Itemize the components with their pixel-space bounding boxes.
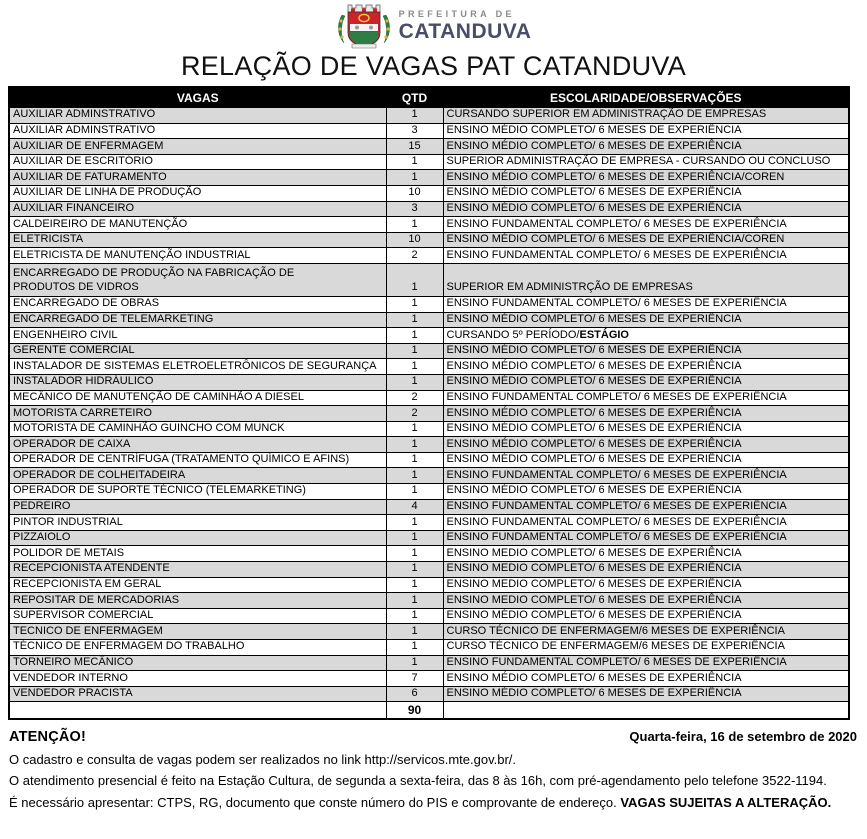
vaga-cell: OPERADOR DE SUPORTE TÉCNICO (TELEMARKETING): [9, 484, 386, 500]
column-header-escolaridade: ESCOLARIDADE/OBSERVAÇÕES: [443, 87, 849, 108]
vaga-cell: MECÂNICO DE MANUTENÇÃO DE CAMINHÃO A DIESEL: [9, 390, 386, 406]
qtd-cell: 1: [386, 640, 443, 656]
qtd-cell: 10: [386, 232, 443, 248]
qtd-cell: 4: [386, 499, 443, 515]
escolaridade-cell: ENSINO FUNDAMENTAL COMPLETO/ 6 MESES DE EXPERIÊNCIA: [443, 390, 849, 406]
escolaridade-cell: ENSINO MÉDIO COMPLETO/ 6 MESES DE EXPERIÊNCIA: [443, 359, 849, 375]
table-row: [9, 484, 849, 500]
escolaridade-cell: ENSINO MEDIO COMPLETO/ 6 MESES DE EXPERIÊNCIA: [443, 593, 849, 609]
qtd-cell: 1: [386, 263, 443, 296]
total-empty-cell: [443, 702, 849, 720]
table-body: [9, 108, 849, 720]
table-row: [9, 232, 849, 248]
table-row: [9, 248, 849, 264]
escolaridade-cell: CURSANDO SUPERIOR EM ADMINISTRAÇÃO DE EMPRESAS: [443, 108, 849, 124]
qtd-cell: 2: [386, 406, 443, 422]
vaga-cell: TORNEIRO MECÂNICO: [9, 655, 386, 671]
escolaridade-cell: ENSINO MÉDIO COMPLETO/ 6 MESES DE EXPERIÊNCIA: [443, 608, 849, 624]
escolaridade-cell: ENSINO FUNDAMENTAL COMPLETO/ 6 MESES DE EXPERIÊNCIA: [443, 515, 849, 531]
table-row: [9, 546, 849, 562]
vaga-cell: SUPERVISOR COMERCIAL: [9, 608, 386, 624]
qtd-cell: 1: [386, 515, 443, 531]
catanduva-coat-of-arms-icon: [336, 3, 392, 49]
vagas-sujeitas-warning: VAGAS SUJEITAS A ALTERAÇÃO.: [620, 794, 832, 810]
escolaridade-cell: ENSINO MÉDIO COMPLETO/ 6 MESES DE EXPERIÊNCIA: [443, 139, 849, 155]
escolaridade-cell: ENSINO MÉDIO COMPLETO/ 6 MESES DE EXPERIÊNCIA: [443, 201, 849, 217]
footer-note-documents: É necessário apresentar: CTPS, RG, documento que conste número do PIS e comprovante de endereço. VAGAS SUJEITAS A ALTERAÇÃO.: [9, 794, 832, 810]
qtd-cell: 2: [386, 248, 443, 264]
escolaridade-cell: CURSO TÉCNICO DE ENFERMAGEM/6 MESES DE EXPERIÊNCIA: [443, 624, 849, 640]
qtd-cell: 1: [386, 577, 443, 593]
escolaridade-cell: ENSINO FUNDAMENTAL COMPLETO/ 6 MESES DE EXPERIÊNCIA: [443, 296, 849, 312]
escolaridade-cell: ENSINO MÉDIO COMPLETO/ 6 MESES DE EXPERIÊNCIA: [443, 671, 849, 687]
table-row: [9, 671, 849, 687]
table-row: [9, 515, 849, 531]
table-row: [9, 406, 849, 422]
escolaridade-cell: SUPERIOR EM ADMINISTRÇÃO DE EMPRESAS: [443, 263, 849, 296]
vaga-cell: INSTALADOR HIDRÁULICO: [9, 374, 386, 390]
escolaridade-cell: ENSINO FUNDAMENTAL COMPLETO/ 6 MESES DE EXPERIÊNCIA: [443, 530, 849, 546]
table-row: [9, 296, 849, 312]
table-row: [9, 530, 849, 546]
vaga-cell: AUXILIAR ADMINSTRATIVO: [9, 108, 386, 124]
escolaridade-cell: ENSINO FUNDAMENTAL COMPLETO/ 6 MESES DE EXPERIÊNCIA: [443, 468, 849, 484]
table-row: [9, 499, 849, 515]
escolaridade-cell: ENSINO FUNDAMENTAL COMPLETO/ 6 MESES DE EXPERIÊNCIA: [443, 217, 849, 233]
total-qtd-cell: 90: [386, 702, 443, 720]
vacancies-table: [8, 86, 850, 720]
escolaridade-cell: SUPERIOR ADMINISTRAÇÃO DE EMPRESA - CURSANDO OU CONCLUSO: [443, 154, 849, 170]
table-row: [9, 343, 849, 359]
table-row: [9, 139, 849, 155]
vaga-cell: MOTORISTA CARRETEIRO: [9, 406, 386, 422]
vaga-cell: RECEPCIONISTA EM GERAL: [9, 577, 386, 593]
qtd-cell: 1: [386, 374, 443, 390]
vaga-cell: ELETRICISTA: [9, 232, 386, 248]
column-header-vagas: VAGAS: [9, 87, 386, 108]
escolaridade-cell: ENSINO MÉDIO COMPLETO/ 6 MESES DE EXPERIÊNCIA: [443, 686, 849, 702]
logo-catanduva-label: CATANDUVA: [398, 19, 532, 43]
escolaridade-cell: CURSO TÉCNICO DE ENFERMAGEM/6 MESES DE EXPERIÊNCIA: [443, 640, 849, 656]
escolaridade-cell: ENSINO MÉDIO COMPLETO/ 6 MESES DE EXPERIÊNCIA: [443, 437, 849, 453]
table-row: [9, 655, 849, 671]
column-header-qtd: QTD: [386, 87, 443, 108]
table-header-row: [9, 87, 849, 108]
qtd-cell: 1: [386, 546, 443, 562]
table-row: [9, 577, 849, 593]
qtd-cell: 1: [386, 343, 443, 359]
vaga-cell: AUXILIAR ADMINSTRATIVO: [9, 123, 386, 139]
qtd-cell: 1: [386, 437, 443, 453]
qtd-cell: 2: [386, 390, 443, 406]
qtd-cell: 10: [386, 185, 443, 201]
vaga-cell: ENGENHEIRO CIVIL: [9, 328, 386, 344]
qtd-cell: 1: [386, 108, 443, 124]
vaga-cell: OPERADOR DE CAIXA: [9, 437, 386, 453]
vaga-cell: GERENTE COMERCIAL: [9, 343, 386, 359]
qtd-cell: 3: [386, 201, 443, 217]
vaga-cell: POLIDOR DE METAIS: [9, 546, 386, 562]
vaga-cell: OPERADOR DE CENTRÍFUGA (TRATAMENTO QUÍMICO E AFINS): [9, 452, 386, 468]
qtd-cell: 1: [386, 608, 443, 624]
escolaridade-cell: ENSINO MÉDIO COMPLETO/ 6 MESES DE EXPERIÊNCIA: [443, 406, 849, 422]
escolaridade-cell: ENSINO MEDIO COMPLETO/ 6 MESES DE EXPERIÊNCIA: [443, 562, 849, 578]
vaga-cell: VENDEDOR INTERNO: [9, 671, 386, 687]
table-row: [9, 640, 849, 656]
vaga-cell: TÉCNICO DE ENFERMAGEM DO TRABALHO: [9, 640, 386, 656]
table-row: [9, 108, 849, 124]
qtd-cell: 1: [386, 312, 443, 328]
table-row: [9, 390, 849, 406]
table-row: [9, 328, 849, 344]
table-row: [9, 123, 849, 139]
escolaridade-cell: ENSINO MÉDIO COMPLETO/ 6 MESES DE EXPERIÊNCIA: [443, 421, 849, 437]
vaga-cell: CALDEIREIRO DE MANUTENÇÃO: [9, 217, 386, 233]
vaga-cell: ENCARREGADO DE OBRAS: [9, 296, 386, 312]
escolaridade-cell: CURSANDO 5º PERÍODO/ESTÁGIO: [443, 328, 849, 344]
escolaridade-cell: ENSINO MÉDIO COMPLETO/ 6 MESES DE EXPERIÊNCIA/COREN: [443, 170, 849, 186]
vaga-cell: PEDREIRO: [9, 499, 386, 515]
table-row: [9, 421, 849, 437]
vaga-cell: MOTORISTA DE CAMINHÃO GUINCHO COM MUNCK: [9, 421, 386, 437]
table-row: [9, 593, 849, 609]
vaga-cell: VENDEDOR PRACISTA: [9, 686, 386, 702]
escolaridade-cell: ENSINO MEDIO COMPLETO/ 6 MESES DE EXPERIÊNCIA: [443, 577, 849, 593]
table-row: [9, 468, 849, 484]
page-title: RELAÇÃO DE VAGAS PAT CATANDUVA: [180, 51, 687, 81]
vaga-cell: PINTOR INDUSTRIAL: [9, 515, 386, 531]
attention-label: ATENÇÃO!: [9, 729, 87, 746]
table-row: [9, 217, 849, 233]
footer: [9, 729, 857, 810]
total-row: [9, 702, 849, 720]
vaga-cell: RECEPCIONISTA ATENDENTE: [9, 562, 386, 578]
vaga-cell: AUXILIAR DE LINHA DE PRODUÇÃO: [9, 185, 386, 201]
escolaridade-cell: ENSINO MÉDIO COMPLETO/ 6 MESES DE EXPERIÊNCIA: [443, 484, 849, 500]
vaga-cell: AUXILIAR DE FATURAMENTO: [9, 170, 386, 186]
escolaridade-cell: ENSINO MÉDIO COMPLETO/ 6 MESES DE EXPERIÊNCIA: [443, 123, 849, 139]
escolaridade-cell: ENSINO FUNDAMENTAL COMPLETO/ 6 MESES DE EXPERIÊNCIA: [443, 499, 849, 515]
qtd-cell: 1: [386, 452, 443, 468]
table-row: [9, 374, 849, 390]
vaga-cell: REPOSITAR DE MERCADORIAS: [9, 593, 386, 609]
table-row: [9, 312, 849, 328]
escolaridade-cell: ENSINO FUNDAMENTAL COMPLETO/ 6 MESES DE EXPERIÊNCIA: [443, 655, 849, 671]
table-row: [9, 201, 849, 217]
table-row: [9, 359, 849, 375]
escolaridade-cell: ENSINO MÉDIO COMPLETO/ 6 MESES DE EXPERIÊNCIA/COREN: [443, 232, 849, 248]
escolaridade-cell: ENSINO MÉDIO COMPLETO/ 6 MESES DE EXPERIÊNCIA: [443, 374, 849, 390]
qtd-cell: 1: [386, 296, 443, 312]
vaga-cell: ELETRICISTA DE MANUTENÇÃO INDUSTRIAL: [9, 248, 386, 264]
table-row: [9, 624, 849, 640]
qtd-cell: 1: [386, 154, 443, 170]
qtd-cell: 1: [386, 359, 443, 375]
escolaridade-cell: ENSINO MÉDIO COMPLETO/ 6 MESES DE EXPERIÊNCIA: [443, 452, 849, 468]
total-empty-cell: [9, 702, 386, 720]
qtd-cell: 1: [386, 484, 443, 500]
qtd-cell: 1: [386, 593, 443, 609]
table-row: [9, 263, 849, 296]
qtd-cell: 3: [386, 123, 443, 139]
qtd-cell: 15: [386, 139, 443, 155]
qtd-cell: 1: [386, 217, 443, 233]
date-label: Quarta-feira, 16 de setembro de 2020: [629, 729, 857, 745]
qtd-cell: 1: [386, 655, 443, 671]
qtd-cell: 1: [386, 170, 443, 186]
escolaridade-cell: ENSINO MÉDIO COMPLETO/ 6 MESES DE EXPERIÊNCIA: [443, 312, 849, 328]
qtd-cell: 6: [386, 686, 443, 702]
table-row: [9, 686, 849, 702]
vaga-cell: TECNICO DE ENFERMAGEM: [9, 624, 386, 640]
vaga-cell: ENCARREGADO DE TELEMARKETING: [9, 312, 386, 328]
escolaridade-cell: ENSINO MÉDIO COMPLETO/ 6 MESES DE EXPERIÊNCIA: [443, 343, 849, 359]
qtd-cell: 1: [386, 624, 443, 640]
escolaridade-cell: ENSINO MÉDIO COMPLETO/ 6 MESES DE EXPERIÊNCIA: [443, 185, 849, 201]
vaga-cell: OPERADOR DE COLHEITADEIRA: [9, 468, 386, 484]
vaga-cell: INSTALADOR DE SISTEMAS ELETROELETRÔNICOS DE SEGURANÇA: [9, 359, 386, 375]
vaga-cell: PIZZAIOLO: [9, 530, 386, 546]
vaga-cell: AUXILIAR DE ESCRITÓRIO: [9, 154, 386, 170]
escolaridade-cell: ENSINO MEDIO COMPLETO/ 6 MESES DE EXPERIÊNCIA: [443, 546, 849, 562]
table-row: [9, 437, 849, 453]
table-row: [9, 154, 849, 170]
vaga-cell: AUXILIAR FINANCEIRO: [9, 201, 386, 217]
table-row: [9, 452, 849, 468]
table-row: [9, 562, 849, 578]
table-row: [9, 608, 849, 624]
qtd-cell: 1: [386, 421, 443, 437]
qtd-cell: 1: [386, 468, 443, 484]
qtd-cell: 1: [386, 562, 443, 578]
qtd-cell: 1: [386, 328, 443, 344]
qtd-cell: 1: [386, 530, 443, 546]
table-row: [9, 170, 849, 186]
logo-wordmark: [399, 10, 532, 42]
table-row: [9, 185, 849, 201]
qtd-cell: 7: [386, 671, 443, 687]
logo-prefeitura-label: PREFEITURA DE: [398, 8, 515, 19]
footer-note-attendance: O atendimento presencial é feito na Estação Cultura, de segunda a sexta-feira, das 8 às 16h, com pré-agendamento pelo telefone 3522-1194.: [9, 773, 827, 789]
vaga-cell: ENCARREGADO DE PRODUÇÃO NA FABRICAÇÃO DE PRODUTOS DE VIDROS: [9, 263, 386, 296]
header-logo: [0, 0, 867, 49]
escolaridade-cell: ENSINO FUNDAMENTAL COMPLETO/ 6 MESES DE EXPERIÊNCIA: [443, 248, 849, 264]
footer-note-registration: O cadastro e consulta de vagas podem ser realizados no link http://servicos.mte.gov.br/.: [9, 751, 517, 767]
vaga-cell: AUXILIAR DE ENFERMAGEM: [9, 139, 386, 155]
